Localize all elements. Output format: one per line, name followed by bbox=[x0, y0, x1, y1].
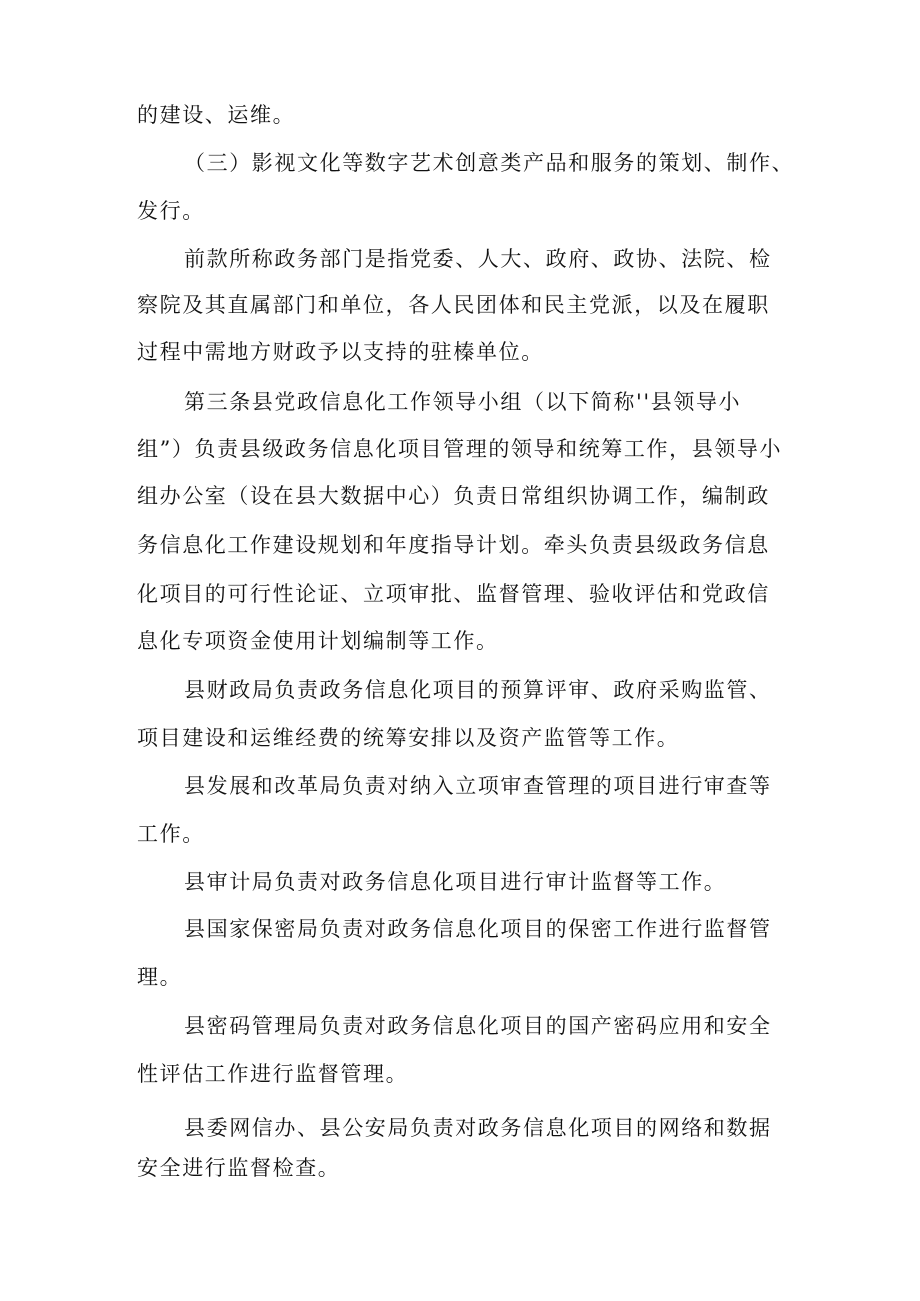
text-line: 组”）负责县级政务信息化项目管理的领导和统筹工作，县领导小 bbox=[137, 437, 783, 461]
text-line: 性评估工作进行监督管理。 bbox=[137, 1062, 409, 1086]
text-line: 县财政局负责政务信息化项目的预算评审、政府采购监管、 bbox=[184, 678, 772, 702]
text-line: 前款所称政务部门是指党委、人大、政府、政协、法院、检 bbox=[184, 247, 772, 271]
text-line: 发行。 bbox=[137, 199, 205, 223]
text-line: （三）影视文化等数字艺术创意类产品和服务的策划、制作、 bbox=[184, 151, 795, 175]
text-line: 县密码管理局负责对政务信息化项目的国产密码应用和安全 bbox=[184, 1014, 772, 1038]
text-line: 第三条县党政信息化工作领导小组（以下简称''县领导小 bbox=[184, 390, 742, 414]
text-line: 县审计局负责对政务信息化项目进行审计监督等工作。 bbox=[184, 870, 727, 894]
text-line: 务信息化工作建设规划和年度指导计划。牵头负责县级政务信息 bbox=[137, 533, 770, 557]
text-line: 息化专项资金使用计划编制等工作。 bbox=[137, 629, 499, 653]
text-line: 察院及其直属部门和单位，各人民团体和民主党派，以及在履职 bbox=[137, 293, 770, 317]
text-line: 理。 bbox=[137, 965, 183, 989]
text-line: 工作。 bbox=[137, 822, 205, 846]
text-line: 安全进行监督检查。 bbox=[137, 1156, 341, 1180]
text-line: 化项目的可行性论证、立项审批、监督管理、验收评估和党政信 bbox=[137, 582, 770, 606]
text-line: 县发展和改革局负责对纳入立项审查管理的项目进行审查等 bbox=[184, 774, 772, 798]
text-line: 县国家保密局负责对政务信息化项目的保密工作进行监督管 bbox=[184, 917, 772, 941]
text-line: 的建设、运维。 bbox=[137, 103, 296, 127]
text-line: 组办公室（设在县大数据中心）负责日常组织协调工作，编制政 bbox=[137, 484, 770, 508]
text-line: 县委网信办、县公安局负责对政务信息化项目的网络和数据 bbox=[184, 1116, 772, 1140]
text-line: 项目建设和运维经费的统筹安排以及资产监管等工作。 bbox=[137, 726, 680, 750]
text-line: 过程中需地方财政予以支持的驻榛单位。 bbox=[137, 340, 544, 364]
